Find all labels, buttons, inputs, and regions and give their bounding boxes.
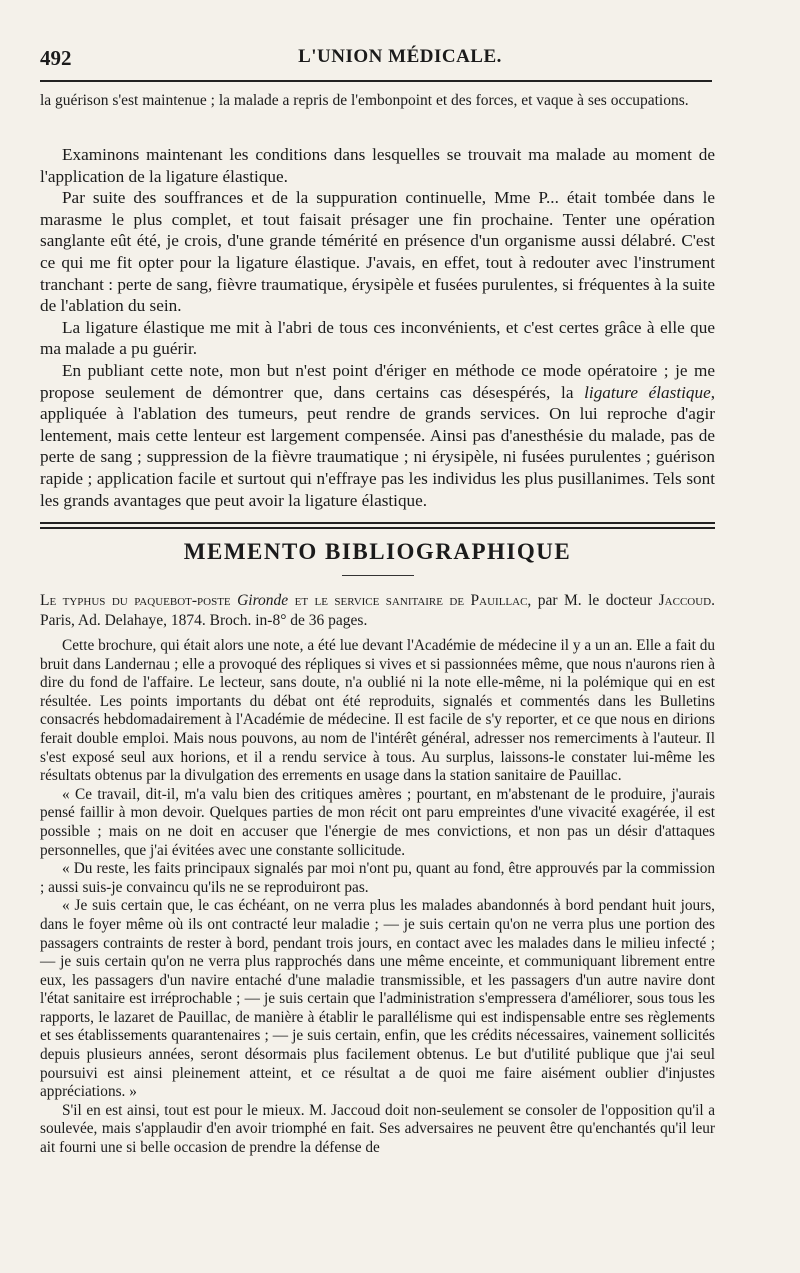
book-title: Le typhus du paquebot-poste xyxy=(40,592,231,609)
author-name: Jaccoud xyxy=(658,592,712,609)
publication-info: . Paris, Ad. Delahaye, 1874. Broch. in-8° de 36 pages. xyxy=(40,592,715,629)
paragraph: « Du reste, les faits principaux signalés par moi n'ont pu, quant au fond, être approuvés par la commission ; aussi suis-je convaincu qu'ils ne se reproduiront pas. xyxy=(40,860,715,896)
text-run: En publiant cette note, mon but n'est point d'ériger en méthode ce mode opératoire ; je me propose seulement de démontrer que, dans certains cas désespérés, la xyxy=(40,360,715,402)
paragraph: « Je suis certain que, le cas échéant, on ne verra plus les malades abandonnés à bord pendant huit jours, dans le foyer même où ils ont contracté leur maladie ; — je suis certain qu'on ne verra plus une portion des passagers contraints de rester à bord, pendant trois jours, en contact avec les malades dans le milieu infecté ; — je suis certain qu'on ne verra plus rapprochés dans une même enceinte, et communiquant librement entre eux, les passagers d'un navire entaché d'une maladie transmissible, et les passagers d'un autre navire dont l'état sanitaire est irréprochable ; — je suis certain que l'administration s'empressera d'améliorer, sous tous les rapports, le lazaret de Pauillac, de manière à établir le parallélisme qui est indispensable entre ses règlements et ses établissements quarantenaires ; — je suis certain, enfin, que les crédits nécessaires, vainement sollicités depuis plusieurs années, seront désormais plus facilement obtenus. Le but d'utilité publique que j'ai seul poursuivi est ainsi pleinement atteint, et ce résultat a de quoi me faire aisément oublier d'injustes appréciations. » xyxy=(40,897,715,1101)
paragraph: Par suite des souffrances et de la suppuration continuelle, Mme P... était tombée dans le marasme le plus complet, et tout faisait présager une fin prochaine. Tenter une opération sanglante eût été, je crois, d'une grande témérité en présence d'un organisme aussi délabré. C'est ce qui me fit opter pour la ligature élastique. J'avais, en effet, tout à redouter avec l'instrument tranchant : perte de sang, fièvre traumatique, érysipèle et fusées purulentes, si fréquentes à la suite de l'ablation du sein. xyxy=(40,188,715,316)
text-run: , appliquée à l'ablation des tumeurs, peut rendre de grands services. On lui reproche d'agir lentement, mais cette lenteur est largement compensée. Ainsi pas d'anesthésie du malade, pas de perte de sang ; suppression de la fièvre traumatique ; ni érysipèle, ni fusées purulentes ; guérison rapide ; application facile et surtout qui n'effraye pas les individus les plus pusillanimes. Tels sont les grands avantages que peut avoir la ligature élastique. xyxy=(40,382,715,510)
review-body xyxy=(40,637,715,1158)
paragraph xyxy=(40,360,715,511)
page-number: 492 xyxy=(40,46,72,70)
section-divider xyxy=(40,522,715,529)
title-underline xyxy=(342,575,414,576)
paragraph: la guérison s'est maintenue ; la malade a repris de l'embonpoint et des forces, et vaque à ses occupations. xyxy=(40,92,689,109)
book-title-cont: et le service sanitaire de Pauillac, xyxy=(294,592,532,609)
ship-name: Gironde xyxy=(237,592,289,609)
byline: par M. le docteur xyxy=(531,592,659,609)
section-title: MEMENTO BIBLIOGRAPHIQUE xyxy=(183,539,572,564)
italic-term: ligature élastique xyxy=(584,382,711,402)
paragraph: Cette brochure, qui était alors une note, a été lue devant l'Académie de médecine il y a un an. Elle a fait du bruit dans Landernau ; elle a provoqué des répliques si vives et si passionnées même, que nous n'aurons rien à dire du fond de l'affaire. Le lecteur, sans doute, n'a oublié ni la note elle-même, ni la polémique qui en est résultée. Les points importants du débat ont été reproduits, signalés et commentés dans les Bulletins consacrés hebdomadairement à l'Académie de médecine. Il est facile de s'y reporter, et ce que nous en dirions ferait double emploi. Mais nous pouvons, au nom de l'intérêt général, adresser nos remerciments à l'auteur. Il s'est exposé seul aux horions, et il a rendu service à tous. Au surplus, laissons-le constater lui-même les résultats obtenus par la divulgation des errements en usage dans la station sanitaire de Pauillac. xyxy=(40,637,715,785)
paragraph: « Ce travail, dit-il, m'a valu bien des critiques amères ; pourtant, en m'abstenant de le produire, j'aurais pensé faillir à mon devoir. Quelques parties de mon récit ont paru empreintes d'une vivacité exagérée, il est possible ; mais on ne doit en accuser que l'énergie de mes convictions, et non pas un désir d'attaques personnelles, que j'ai évitées avec une constante sollicitude. xyxy=(40,785,715,859)
article-conclusion xyxy=(40,144,715,511)
page-header xyxy=(40,46,760,78)
review-heading xyxy=(40,591,715,630)
running-title: L'UNION MÉDICALE. xyxy=(298,46,502,67)
paragraph: Examinons maintenant les conditions dans lesquelles se trouvait ma malade au moment de l'application de la ligature élastique. xyxy=(40,145,715,186)
article-closing-line xyxy=(40,91,715,110)
header-rule xyxy=(40,80,712,82)
paragraph: La ligature élastique me mit à l'abri de tous ces inconvénients, et c'est certes grâce à elle que ma malade a pu guérir. xyxy=(40,317,715,359)
paragraph: S'il en est ainsi, tout est pour le mieux. M. Jaccoud doit non-seulement se consoler de l'opposition qu'il a soulevée, mais s'applaudir d'en avoir triomphé en fait. Ses adversaires ne peuvent être qu'enchantés qu'il leur ait fourni une si belle occasion de prendre la défense de xyxy=(40,1101,715,1157)
